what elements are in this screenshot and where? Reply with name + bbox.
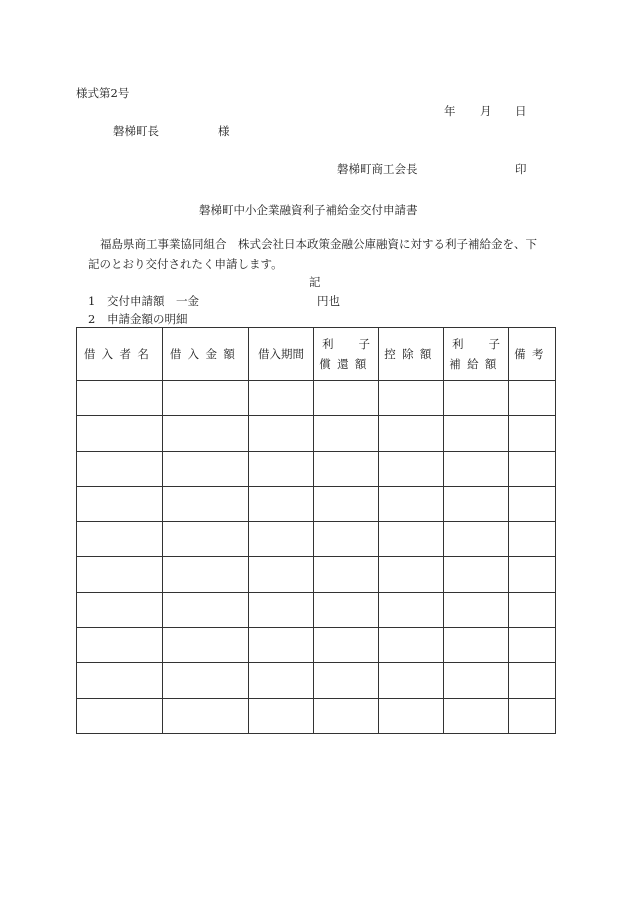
cell[interactable] [163, 628, 249, 663]
cell[interactable] [249, 592, 314, 627]
cell[interactable] [77, 663, 163, 698]
cell[interactable] [249, 486, 314, 521]
cell[interactable] [379, 557, 444, 592]
seal-mark: 印 [515, 162, 527, 176]
cell[interactable] [163, 663, 249, 698]
cell[interactable] [509, 486, 556, 521]
cell[interactable] [379, 663, 444, 698]
table-header-row [77, 328, 556, 381]
cell[interactable] [77, 381, 163, 416]
cell[interactable] [314, 663, 379, 698]
cell[interactable] [163, 451, 249, 486]
body-text-line2: 記のとおり交付されたく申請します。 [88, 257, 283, 271]
cell[interactable] [509, 381, 556, 416]
item-1-unit: 円也 [317, 294, 340, 308]
table-row [77, 416, 556, 451]
cell[interactable] [379, 416, 444, 451]
col-header-loan-amount: 借入金額 [163, 328, 249, 381]
cell[interactable] [379, 592, 444, 627]
body-text-line1: 福島県商工事業協同組合 株式会社日本政策金融公庫融資に対する利子補給金を、下 [100, 237, 537, 251]
cell[interactable] [77, 592, 163, 627]
cell[interactable] [163, 592, 249, 627]
cell[interactable] [249, 381, 314, 416]
cell[interactable] [379, 628, 444, 663]
table-row [77, 486, 556, 521]
col-header-loan-period: 借入期間 [249, 328, 314, 381]
cell[interactable] [314, 522, 379, 557]
cell[interactable] [249, 698, 314, 733]
cell[interactable] [163, 486, 249, 521]
cell[interactable] [77, 451, 163, 486]
cell[interactable] [509, 592, 556, 627]
cell[interactable] [379, 522, 444, 557]
cell[interactable] [314, 486, 379, 521]
cell[interactable] [444, 486, 509, 521]
cell[interactable] [509, 451, 556, 486]
table-row [77, 451, 556, 486]
cell[interactable] [444, 522, 509, 557]
cell[interactable] [314, 592, 379, 627]
cell[interactable] [249, 663, 314, 698]
date-year: 年 [444, 104, 456, 118]
cell[interactable] [314, 628, 379, 663]
table-row [77, 592, 556, 627]
addressee-honorific: 様 [218, 124, 230, 138]
cell[interactable] [77, 416, 163, 451]
date-month: 月 [480, 104, 492, 118]
table-row [77, 557, 556, 592]
cell[interactable] [444, 416, 509, 451]
document-title: 磐梯町中小企業融資利子補給金交付申請書 [199, 203, 418, 217]
cell[interactable] [509, 698, 556, 733]
applicant: 磐梯町商工会長 [337, 162, 418, 176]
cell[interactable] [249, 557, 314, 592]
cell[interactable] [249, 451, 314, 486]
item-2-label: 申請金額の明細 [107, 312, 188, 326]
cell[interactable] [379, 698, 444, 733]
table-row [77, 698, 556, 733]
ki-heading: 記 [309, 275, 321, 289]
cell[interactable] [163, 416, 249, 451]
cell[interactable] [444, 698, 509, 733]
detail-table [76, 327, 556, 734]
cell[interactable] [314, 451, 379, 486]
cell[interactable] [77, 628, 163, 663]
cell[interactable] [77, 698, 163, 733]
cell[interactable] [444, 381, 509, 416]
cell[interactable] [314, 557, 379, 592]
date-day: 日 [515, 104, 527, 118]
cell[interactable] [314, 416, 379, 451]
cell[interactable] [249, 416, 314, 451]
cell[interactable] [509, 416, 556, 451]
cell[interactable] [444, 557, 509, 592]
cell[interactable] [314, 698, 379, 733]
cell[interactable] [509, 628, 556, 663]
item-2-number: 2 [88, 312, 96, 326]
cell[interactable] [379, 486, 444, 521]
cell[interactable] [444, 592, 509, 627]
item-1-label: 交付申請額 一金 [107, 294, 199, 308]
table-row [77, 663, 556, 698]
table-row [77, 381, 556, 416]
cell[interactable] [163, 698, 249, 733]
cell[interactable] [249, 522, 314, 557]
form-number: 様式第2号 [76, 86, 130, 100]
col-header-borrower-name: 借入者名 [77, 328, 163, 381]
cell[interactable] [77, 522, 163, 557]
cell[interactable] [249, 628, 314, 663]
cell[interactable] [509, 663, 556, 698]
col-header-interest-subsidy: 利子 補給額 [444, 328, 509, 381]
addressee: 磐梯町長 [113, 124, 159, 138]
cell[interactable] [444, 451, 509, 486]
cell[interactable] [509, 557, 556, 592]
cell[interactable] [314, 381, 379, 416]
col-header-remarks: 備考 [509, 328, 556, 381]
table-row [77, 522, 556, 557]
cell[interactable] [509, 522, 556, 557]
col-header-interest-repayment: 利子 償還額 [314, 328, 379, 381]
col-header-deduction: 控除額 [379, 328, 444, 381]
cell[interactable] [379, 451, 444, 486]
item-1-number: 1 [88, 294, 96, 308]
cell[interactable] [163, 381, 249, 416]
cell[interactable] [379, 381, 444, 416]
table-row [77, 628, 556, 663]
cell[interactable] [444, 628, 509, 663]
cell[interactable] [77, 486, 163, 521]
cell[interactable] [77, 557, 163, 592]
cell[interactable] [163, 522, 249, 557]
cell[interactable] [163, 557, 249, 592]
cell[interactable] [444, 663, 509, 698]
